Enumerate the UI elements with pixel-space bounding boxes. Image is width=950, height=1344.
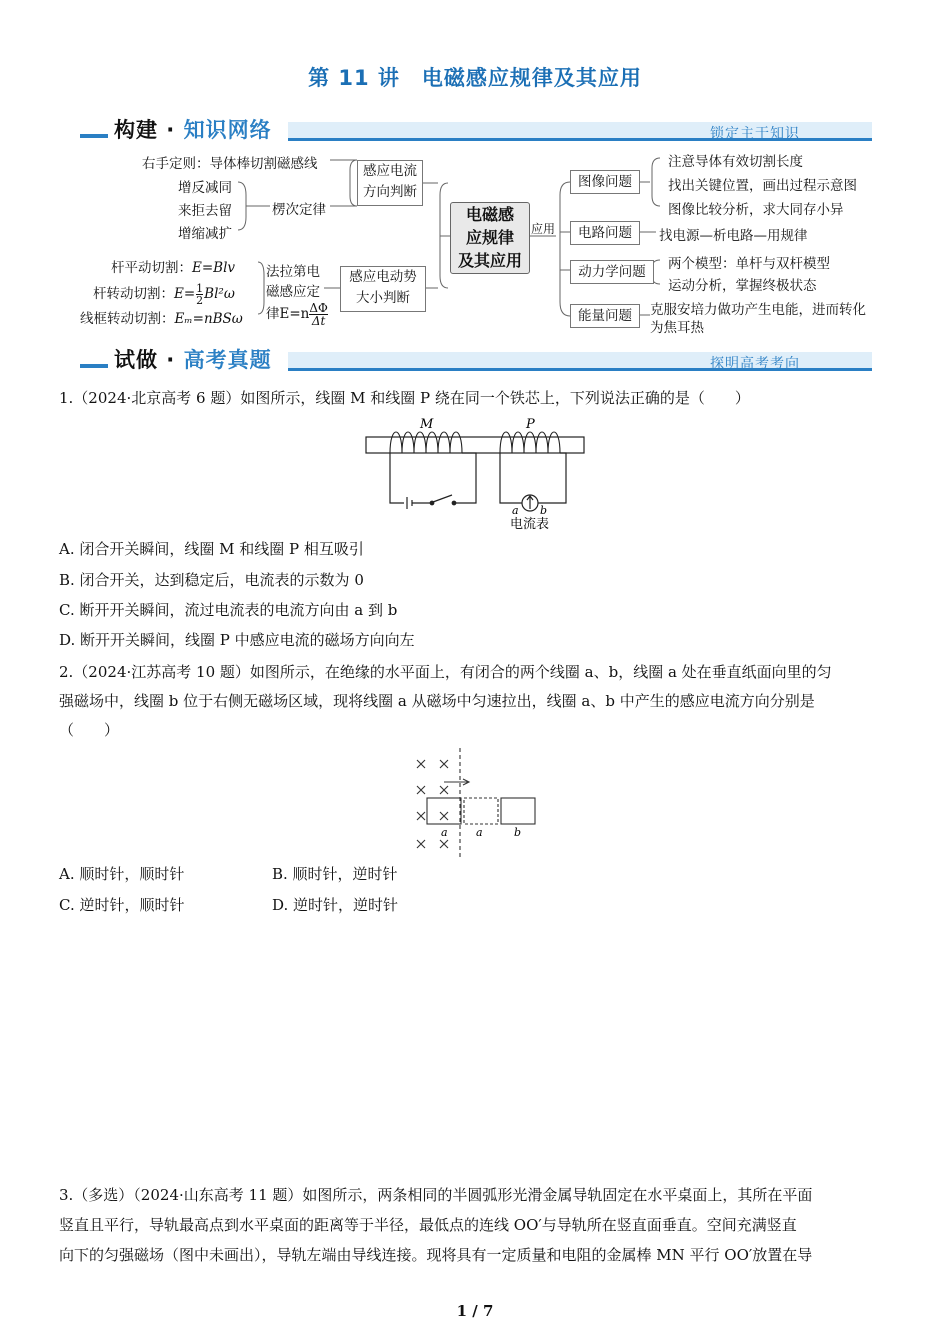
mm-frame-rotate: 线框转动切割：Eₘ=nBSω [80,311,243,327]
mm-lenz-item: 来拒去留 [178,203,232,219]
q2-label-a-original: a [441,826,448,839]
mm-rod-rotate: 杆转动切割：E= $\frac{1}{2}$ Bl²ω [93,282,235,307]
section-tag: 锁定主干知识 [710,126,800,142]
q3-stem-line: 3.（多选）（2024·山东高考 11 题）如图所示，两条相同的半圆弧形光滑金属导轨固定在水平桌面上，其所在平面 [59,1186,813,1204]
q1-stem: 1.（2024·北京高考 6 题）如图所示，线圈 M 和线圈 P 绕在同一个铁芯上，下列说法正确的是（ ） [59,389,750,407]
mm-rod-translate: 杆平动切割：E=Blv [111,260,236,276]
q2-stem-line: 强磁场中，线圈 b 位于右侧无磁场区域，现将线圈 a 从磁场中匀速拉出，线圈 a、b 中产生的感应电流方向分别是 [59,692,815,710]
q3-stem-line: 竖直且平行，导轨最高点到水平桌面的距离等于半径，最低点的连线 OO′与导轨所在竖直面垂直。空间充满竖直 [59,1216,797,1234]
mm-center-topic: 电磁感 应规律 及其应用 [450,202,530,274]
q1-label-a: a [512,504,519,517]
mm-direction-box: 感应电流 方向判断 [357,160,423,206]
q1-option-a[interactable]: A. 闭合开关瞬间，线圈 M 和线圈 P 相互吸引 [59,540,364,558]
q2-option-c[interactable]: C. 逆时针，顺时针 [59,896,185,914]
mm-branch-box: 动力学问题 [570,260,654,284]
q1-figure [360,415,590,535]
section-lead-bar [80,364,108,368]
q1-option-b[interactable]: B. 闭合开关，达到稳定后，电流表的示数为 0 [59,571,364,589]
mm-branch-item: 图像比较分析，求大同存小异 [668,202,844,218]
q2-label-b: b [514,826,522,839]
mm-branch-item: 找出关键位置，画出过程示意图 [668,178,857,194]
page-title: 第 11 讲 电磁感应规律及其应用 [308,66,642,90]
mm-branch-item: 两个模型：单杆与双杆模型 [668,256,830,272]
q1-ammeter-label: 电流表 [510,517,550,532]
mm-branch-box: 电路问题 [570,221,640,245]
page-number: 1 / 7 [456,1302,494,1320]
mm-branch-item: 运动分析，掌握终极状态 [668,278,817,294]
mm-emf-box: 感应电动势 大小判断 [340,266,426,312]
mm-apply-label: 应用 [531,222,556,236]
mm-branch-box: 图像问题 [570,170,640,194]
q1-option-d[interactable]: D. 断开开关瞬间，线圈 P 中感应电流的磁场方向向左 [59,631,415,649]
mm-lenz-law: 楞次定律 [272,202,326,218]
mm-branch-item: 克服安培力做功产生电能，进而转化 [650,302,866,318]
section-heading: 试做 · 高考真题 [114,348,272,372]
section-heading: 构建 · 知识网络 [114,118,272,142]
mm-branch-item: 注意导体有效切割长度 [668,154,803,170]
mm-right-hand-rule: 右手定则：导体棒切割磁感线 [142,156,318,172]
q2-stem-line: 2.（2024·江苏高考 10 题）如图所示，在绝缘的水平面上，有闭合的两个线圈 a、b，线圈 a 处在垂直纸面向里的匀 [59,663,832,681]
q2-option-b[interactable]: B. 顺时针，逆时针 [272,865,398,883]
q3-stem-line: 向下的匀强磁场（图中未画出），导轨左端由导线连接。现将具有一定质量和电阻的金属棒 MN 平行 OO′放置在导 [59,1246,813,1264]
q2-stem-line: （ ） [59,721,120,739]
section-header-exam [80,344,872,372]
q1-label-P: P [526,417,535,432]
mm-branch-box: 能量问题 [570,304,640,328]
mm-branch-item: 找电源—析电路—用规律 [659,228,808,244]
q2-option-d[interactable]: D. 逆时针，逆时针 [272,896,399,914]
q1-label-M: M [420,417,434,432]
section-tag: 探明高考考向 [710,356,800,372]
q2-option-a[interactable]: A. 顺时针，顺时针 [59,865,185,883]
q1-label-b: b [540,504,548,517]
mm-lenz-item: 增缩减扩 [178,226,232,242]
mm-lenz-item: 增反减同 [178,180,232,196]
mm-faraday-law: 法拉第电 磁感应定 律E=n $\frac{\Delta\Phi}{\Delta t}$ [266,264,328,328]
mm-branch-item: 为焦耳热 [650,320,704,336]
q2-label-a-moved: a [476,826,483,839]
q1-option-c[interactable]: C. 断开开关瞬间，流过电流表的电流方向由 a 到 b [59,601,398,619]
q2-figure [408,748,548,858]
